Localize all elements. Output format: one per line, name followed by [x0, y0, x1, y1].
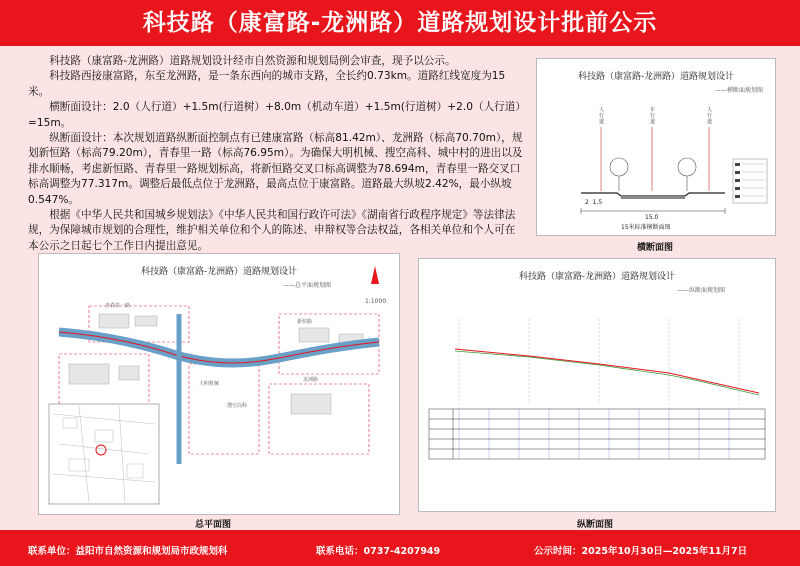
- cross-section-diagram: [537, 59, 775, 235]
- dim-value: 2: [585, 199, 589, 206]
- footer-bar: [0, 530, 800, 566]
- svg-text:行: 行: [707, 113, 713, 119]
- cross-section-dims: [585, 199, 602, 206]
- svg-text:行: 行: [650, 113, 656, 119]
- figure-label: 15米标准横断面图: [621, 224, 671, 231]
- plan-scale: 1:1000: [365, 298, 387, 305]
- plan-title: 科技路（康富路-龙洲路）道路规划设计: [140, 267, 298, 277]
- cross-section-caption: 横断面图: [636, 243, 673, 253]
- description-paragraph: 科技路（康富路-龙洲路）道路规划设计经市自然资源和规划局例会审查，现予以公示。: [49, 55, 456, 67]
- cross-section-title: 科技路（康富路-龙洲路）道路规划设计: [577, 72, 735, 82]
- svg-text:道: 道: [599, 119, 605, 125]
- contact-unit: 联系单位：益阳市自然资源和规划局市政规划科: [28, 546, 228, 557]
- plan-label: 搜空高科: [227, 403, 248, 409]
- page-title: 科技路（康富路-龙洲路）道路规划设计批前公示: [142, 10, 658, 36]
- plan-subtitle: ——总平面规划图: [283, 282, 332, 289]
- site-plan-drawing: [38, 253, 400, 515]
- profile-title: 科技路（康富路-龙洲路）道路规划设计: [518, 272, 676, 282]
- description-paragraph: 科技路西接康富路，东至龙洲路，是一条东西向的城市支路，全长约0.73km。道路红线宽度为15米。: [28, 70, 506, 98]
- svg-text:行: 行: [599, 113, 605, 119]
- description-paragraph: 横断面设计：2.0（人行道）+1.5m(行道树）+8.0m（机动车道）+1.5m(行道树）+2.0（人行道）=15m。: [28, 101, 521, 129]
- plan-caption: 总平面图: [194, 520, 231, 530]
- description-text: [28, 54, 524, 254]
- profile-caption: 纵断面图: [576, 520, 613, 530]
- plan-label: 青春里一路: [105, 303, 131, 309]
- svg-text:人: 人: [707, 107, 713, 113]
- description-paragraph: 纵断面设计：本次规划道路纵断面控制点有已建康富路（标高81.42m）、龙洲路（标高70.70m），规划新恒路（标高79.20m），青春里一路（标高76.95m）。为确保大明机械、搜空高科、城中村的进出以及排水顺畅，考虑新恒路、青春里一路规划标高，将新恒路交叉口标高调整为78.694m，青春里一路交叉口标高调整为77.317m。调整后最低点位于龙洲路，最高点位于康富路。道路最大纵坡2.42%，最小纵坡0.547%。: [28, 132, 523, 206]
- plan-label: 新恒路: [297, 319, 313, 325]
- dim-value: 1.5: [592, 199, 603, 206]
- contact-phone: 联系电话：0737-4207949: [316, 546, 441, 557]
- plan-label: 龙洲路: [303, 377, 319, 383]
- cross-section-drawing: [536, 58, 776, 236]
- svg-text:道: 道: [707, 119, 713, 125]
- description-paragraph: 根据《中华人民共和国城乡规划法》《中华人民共和国行政许可法》《湖南省行政程序规定》等法律法规，为保障城市规划的合理性，维护相关单位和个人的陈述、申辩权等合法权益，各相关单位和个人可在本公示之日起七个工作日内提出意见。: [28, 209, 516, 252]
- svg-text:人: 人: [599, 107, 605, 113]
- plan-label: 大明机械: [199, 381, 220, 387]
- profile-subtitle: ——纵断面规划图: [677, 287, 726, 294]
- header-bar: [0, 0, 800, 46]
- profile-diagram: [419, 259, 775, 511]
- profile-drawing: [418, 258, 776, 512]
- cross-section-subtitle: ——横断面规划图: [714, 87, 763, 94]
- svg-text:道: 道: [650, 119, 656, 125]
- notice-period: 公示时间：2025年10月30日—2025年11月7日: [534, 546, 748, 557]
- total-width: 15.0: [645, 214, 659, 221]
- svg-text:车: 车: [650, 107, 656, 113]
